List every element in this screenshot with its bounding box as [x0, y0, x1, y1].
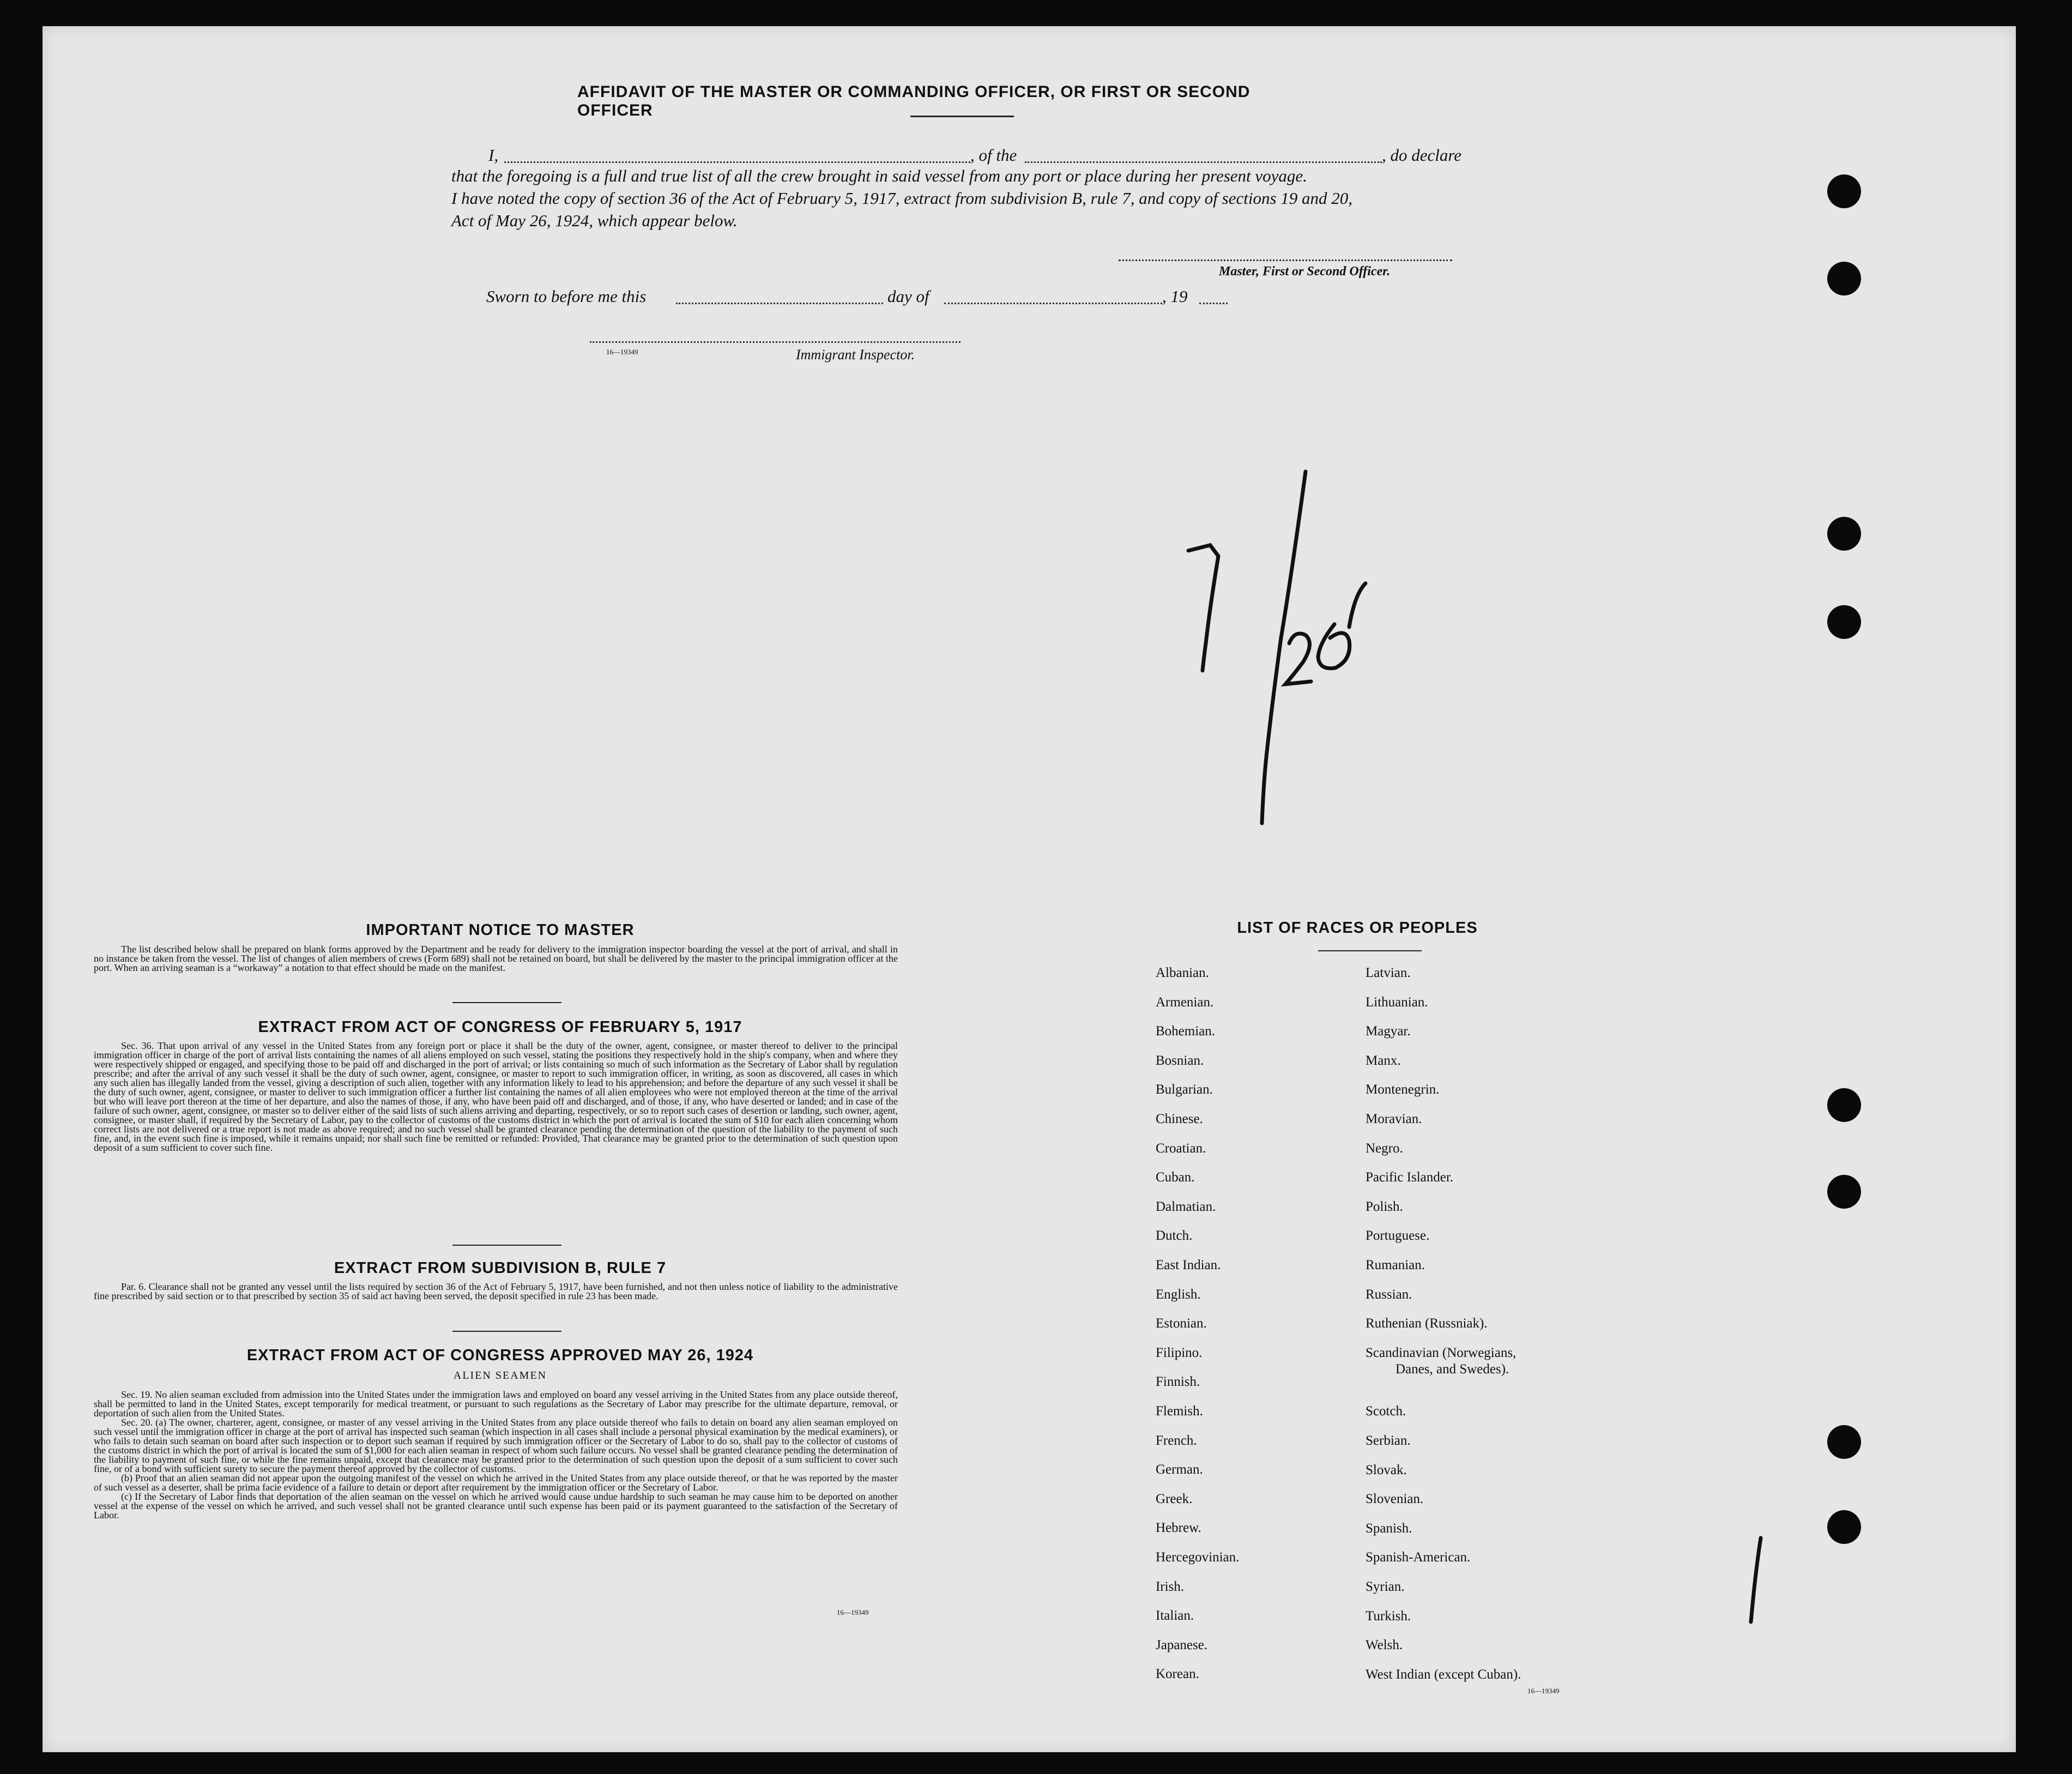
- race-item: Slovenian.: [1366, 1492, 1424, 1507]
- affidavit-title: AFFIDAVIT OF THE MASTER OR COMMANDING OFFICER, OR FIRST OR SECOND OFFICER: [577, 83, 1251, 119]
- race-item: Filipino.: [1156, 1345, 1203, 1360]
- act1924-title: EXTRACT FROM ACT OF CONGRESS APPROVED MAY 26, 1924: [246, 1347, 754, 1364]
- race-item: Finnish.: [1156, 1374, 1200, 1390]
- of-the-label: , of the: [970, 146, 1017, 165]
- race-item: Korean.: [1156, 1667, 1199, 1682]
- race-item-continuation: Danes, and Swedes).: [1396, 1361, 1509, 1377]
- do-declare-label: , do declare: [1382, 146, 1462, 165]
- declaration-line-2: I have noted the copy of section 36 of the Act of February 5, 1917, extract from subdivision B, rule 7, and copy of sections 19 and 20,: [451, 189, 1353, 208]
- sec19-text: Sec. 19. No alien seaman excluded from admission into the United States under the immigration laws and employed on board any vessel arriving in the United States from any place outside thereof, shall be permitted to land in the United States, except temporarily for medical treatment, or pursuant to such regulations as the Secretary of Labor may prescribe for the ultimate departure, removal, or deportation of such alien from the United States.: [94, 1389, 898, 1419]
- declarant-name-field[interactable]: [504, 161, 970, 163]
- race-item: Negro.: [1366, 1141, 1403, 1156]
- race-item: Magyar.: [1366, 1024, 1411, 1039]
- race-item: Greek.: [1156, 1491, 1193, 1506]
- race-item: Slovak.: [1366, 1462, 1407, 1477]
- race-item: Turkish.: [1366, 1608, 1411, 1624]
- race-item: Serbian.: [1366, 1433, 1411, 1448]
- race-item: Rumanian.: [1366, 1258, 1425, 1272]
- race-item: Welsh.: [1366, 1638, 1403, 1653]
- year-label: , 19: [1162, 287, 1188, 306]
- race-item: Irish.: [1156, 1579, 1185, 1594]
- notice-title: IMPORTANT NOTICE TO MASTER: [366, 921, 635, 939]
- act1924-subtitle: ALIEN SEAMEN: [453, 1369, 547, 1381]
- race-item: Bulgarian.: [1156, 1082, 1213, 1097]
- sworn-year-field[interactable]: [1199, 303, 1228, 304]
- race-item: Scotch.: [1366, 1404, 1406, 1419]
- race-item: Manx.: [1366, 1053, 1401, 1068]
- race-item: Ruthenian (Russniak).: [1366, 1316, 1488, 1331]
- race-item: Syrian.: [1366, 1579, 1405, 1594]
- race-item: Russian.: [1366, 1287, 1412, 1302]
- punch-hole: [1827, 605, 1861, 639]
- race-item: Japanese.: [1156, 1637, 1208, 1652]
- sec36-rule: [452, 1245, 561, 1246]
- race-item: Latvian.: [1366, 966, 1411, 980]
- sec36-body: Sec. 36. That upon arrival of any vessel in the United States from any foreign port or place it shall be the duty of the owner, agent, consignee, or master thereof to deliver to the principal immigration officer in charge of the port of arrival lists containing the names of all aliens employed on such vessel, stating the positions they respectively hold in the ship's company, when and where they were respectively shipped or engaged, and specifying those to be paid off and discharged in the port of arrival; or lists containing so much of such information as the Secretary of Labor shall by regulation prescribe; and after the arrival of any such vessel it shall be the duty of such owner, agent, consignee, or master to report to such immigration officer, in writing, as soon as discovered, all cases in which any such alien has illegally landed from the vessel, giving a description of such alien, together with any information likely to lead to his apprehension; and before the departure of any such vessel it shall be the duty of such owner, agent, consignee, or master to deliver to such immigration officer a further list containing the names of all alien employees who were not employed thereon at the time of the arrival but who will leave port thereon at the time of her departure, and also the names of those, if any, who have been paid off and discharged, and of those, if any, who have deserted or landed; and in case of the failure of such owner, agent, consignee, or master so to deliver either of the said lists of such aliens arriving and departing, respectively, or so to report such cases of desertion or landing, such owner, agent, consignee, or master shall, if required by the Secretary of Labor, pay to the collector of customs of the customs district in which the port of arrival is located the sum of $10 for each alien concerning whom correct lists are not delivered or a true report is not made as above required; and no such vessel shall be granted clearance pending the determination of the question of the liability to the payment of such fine, and, in the event such fine is imposed, while it remains unpaid; nor shall such fine be remitted or refunded: Provided, That clearance may be granted prior to the determination of such question upon deposit of a sum sufficient to cover such fine.: [94, 1040, 898, 1153]
- race-item: Scandinavian (Norwegians,: [1366, 1345, 1517, 1360]
- sworn-date-field[interactable]: [676, 303, 883, 304]
- race-item: Polish.: [1366, 1199, 1403, 1214]
- sworn-month-field[interactable]: [944, 303, 1162, 304]
- punch-hole: [1827, 1175, 1861, 1209]
- handwritten-date: [1172, 463, 1434, 834]
- signature-caption: Master, First or Second Officer.: [1219, 264, 1391, 279]
- race-item: Montenegrin.: [1366, 1082, 1440, 1097]
- punch-hole: [1827, 1425, 1861, 1459]
- inspector-caption: Immigrant Inspector.: [796, 347, 915, 363]
- punch-hole: [1827, 174, 1861, 208]
- race-item: Pacific Islander.: [1366, 1170, 1454, 1185]
- rule7-body: Par. 6. Clearance shall not be granted any vessel until the lists required by section 36 of the Act of February 5, 1917, have been furnished, and not then unless notice of liability to the administrative fine prescribed by said section or to that prescribed by section 35 of said act having been served, the deposit specified in rule 23 has been made.: [94, 1281, 898, 1301]
- declaration-line-1: that the foregoing is a full and true list of all the crew brought in said vessel from any port or place during her present voyage.: [451, 166, 1307, 185]
- race-item: West Indian (except Cuban).: [1366, 1667, 1521, 1682]
- race-item: German.: [1156, 1462, 1203, 1477]
- punch-hole: [1827, 517, 1861, 551]
- sec20b-text: (b) Proof that an alien seaman did not appear upon the outgoing manifest of the vessel on which he arrived in the United States from any place outside thereof, or that he was reported by the master of such vessel as a deserter, shall be prima facie evidence of a failure to detain or deport after requirement by the immigration officer or the Secretary of Labor.: [94, 1473, 898, 1493]
- rule7-title: EXTRACT FROM SUBDIVISION B, RULE 7: [334, 1259, 667, 1277]
- notice-rule: [452, 1002, 561, 1003]
- race-item: Croatian.: [1156, 1141, 1206, 1156]
- notice-form-number: 16—19349: [837, 1608, 869, 1616]
- rule7-rule: [452, 1331, 561, 1332]
- title-rule: [910, 116, 1014, 117]
- sec20a-text: Sec. 20. (a) The owner, charterer, agent, consignee, or master of any vessel arriving in the United States from any place outside thereof who fails to detain on board any alien seaman employed on such vessel until the immigration officer in charge at the port of arrival has inspected such seaman (which inspection in all cases shall include a personal physical examination by the medical examiners), or who fails to detain such seaman on board after such inspection or to deport such seaman if required by such immigration officer or the Secretary of Labor to do so, shall pay to the collector of customs of the customs district in which the port of arrival is located the sum of $1,000 for each alien seaman in respect of whom such failure occurs. No vessel shall be granted clearance pending the determination of the liability to payment of such fine, or while the fine remains unpaid, except that clearance may be granted prior to the determination of such question upon the deposit of a sum sufficient to cover such fine, or of a bond with sufficient surety to secure the payment thereof approved by the collector of customs.: [94, 1417, 898, 1474]
- day-of-label: day of: [887, 287, 929, 306]
- inspector-signature-field[interactable]: [590, 341, 961, 343]
- race-item: Hebrew.: [1156, 1520, 1201, 1536]
- sec36-title: EXTRACT FROM ACT OF CONGRESS OF FEBRUARY 5, 1917: [258, 1018, 742, 1036]
- sworn-label: Sworn to before me this: [486, 287, 647, 306]
- races-title: LIST OF RACES OR PEOPLES: [1237, 919, 1478, 937]
- punch-hole: [1827, 262, 1861, 295]
- race-item: Albanian.: [1156, 966, 1209, 980]
- form-number: 16—19349: [606, 348, 638, 356]
- race-item: Armenian.: [1156, 994, 1214, 1010]
- race-item: Bohemian.: [1156, 1024, 1216, 1039]
- races-rule: [1318, 950, 1422, 951]
- race-item: East Indian.: [1156, 1258, 1221, 1272]
- vessel-name-field[interactable]: [1025, 161, 1382, 163]
- race-item: Lithuanian.: [1366, 994, 1428, 1010]
- race-item: Chinese.: [1156, 1112, 1203, 1126]
- sec20c-text: (c) If the Secretary of Labor finds that deportation of the alien seaman on the vessel on which he arrived would cause undue hardship to such seaman he may cause him to be deported on another vessel at the expense of the vessel on which he arrived, and such vessel shall not be granted clearance until such expense has been paid or its payment guaranteed to the satisfaction of the Secretary of Labor.: [94, 1491, 898, 1520]
- punch-hole: [1827, 1510, 1861, 1544]
- race-item: French.: [1156, 1433, 1197, 1448]
- race-item: Moravian.: [1366, 1112, 1422, 1126]
- race-item: Dutch.: [1156, 1228, 1193, 1244]
- declarant-prefix: I,: [488, 146, 499, 165]
- race-item: Hercegovinian.: [1156, 1550, 1240, 1565]
- race-item: Estonian.: [1156, 1316, 1207, 1331]
- race-item: Spanish.: [1366, 1520, 1412, 1536]
- race-item: Spanish-American.: [1366, 1550, 1471, 1565]
- race-item: Cuban.: [1156, 1170, 1195, 1185]
- punch-hole: [1827, 1088, 1861, 1122]
- races-form-number: 16—19349: [1527, 1687, 1560, 1695]
- race-item: Flemish.: [1156, 1404, 1203, 1419]
- race-item: Bosnian.: [1156, 1053, 1204, 1068]
- race-item: English.: [1156, 1287, 1201, 1302]
- race-item: Italian.: [1156, 1608, 1194, 1624]
- race-item: Portuguese.: [1366, 1228, 1430, 1244]
- race-item: Dalmatian.: [1156, 1199, 1216, 1214]
- declaration-line-3: Act of May 26, 1924, which appear below.: [451, 211, 738, 230]
- handwritten-page-number: [1739, 1535, 1772, 1627]
- act1924-body: [94, 1390, 898, 1520]
- notice-body: The list described below shall be prepared on blank forms approved by the Department and be ready for delivery to the immigration inspector boarding the vessel at the port of arrival, and shall in no instance be taken from the vessel. The list of changes of alien members of crews (Form 689) shall not be retained on board, but shall be delivered by the master to the principal immigration officer at the port. When an arriving seaman is a “workaway” a notation to that effect should be made on the manifest.: [94, 944, 898, 973]
